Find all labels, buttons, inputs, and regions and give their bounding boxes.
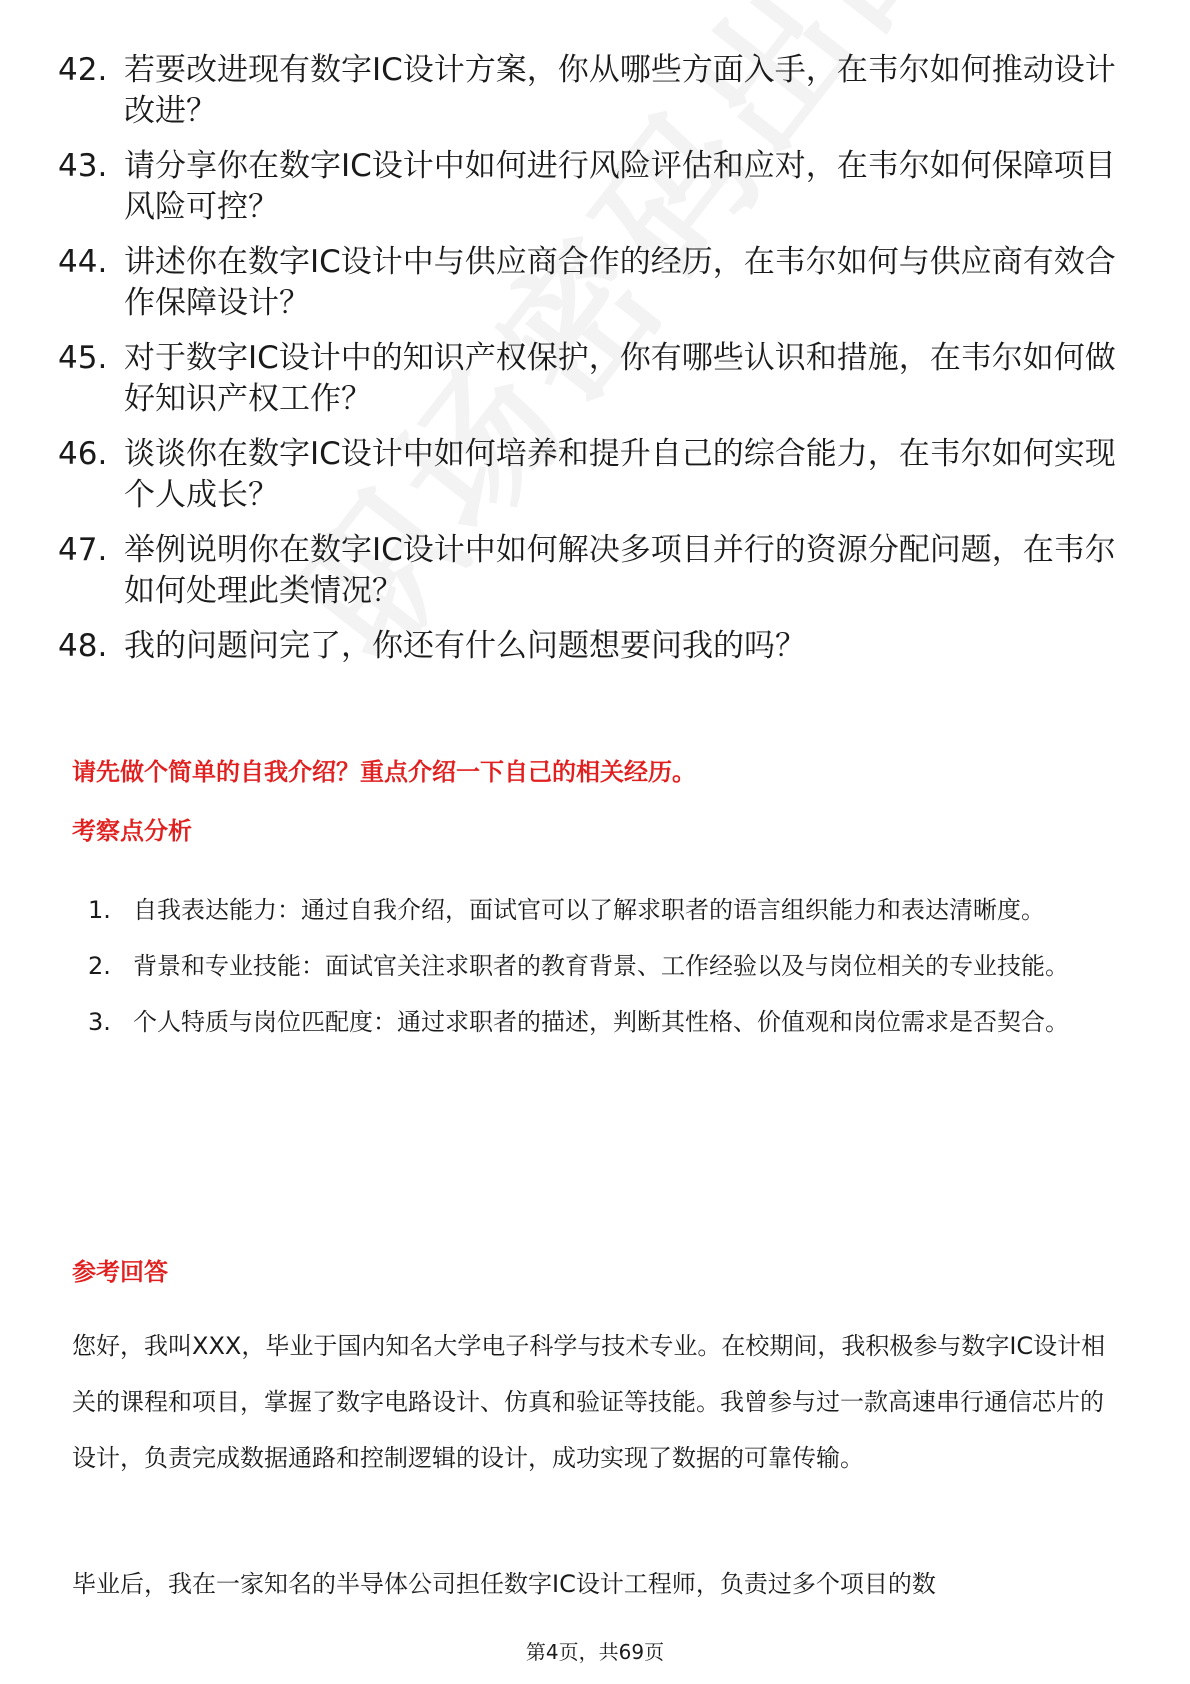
answer-paragraph: 您好，我叫XXX，毕业于国内知名大学电子科学与技术专业。在校期间，我积极参与数字IC设计相关的课程和项目，掌握了数字电路设计、仿真和验证等技能。我曾参与过一款高速串行通信芯片的设计，负责完成数据通路和控制逻辑的设计，成功实现了数据的可靠传输。 [72, 1332, 1106, 1472]
question-number: 47. [58, 532, 108, 568]
question-text: 我的问题问完了，你还有什么问题想要问我的吗？ [124, 628, 806, 664]
question-item [58, 146, 1138, 228]
question-number: 46. [58, 436, 108, 472]
question-item [58, 626, 1138, 667]
question-text: 对于数字IC设计中的知识产权保护，你有哪些认识和措施，在韦尔如何做好知识产权工作？ [124, 340, 1116, 417]
question-text: 若要改进现有数字IC设计方案，你从哪些方面入手，在韦尔如何推动设计改进？ [124, 52, 1116, 129]
question-item [58, 338, 1138, 420]
question-number: 45. [58, 340, 108, 376]
question-item [58, 242, 1138, 324]
question-title: 请先做个简单的自我介绍？重点介绍一下自己的相关经历。 [72, 758, 696, 786]
question-number: 43. [58, 148, 108, 184]
point-number: 3. [88, 1008, 111, 1036]
question-item [58, 50, 1138, 132]
point-number: 2. [88, 952, 111, 980]
question-text: 谈谈你在数字IC设计中如何培养和提升自己的综合能力，在韦尔如何实现个人成长？ [124, 436, 1116, 513]
question-item [58, 530, 1138, 612]
analysis-point-list [80, 882, 1120, 1050]
analysis-point [80, 938, 1120, 994]
question-number: 42. [58, 52, 108, 88]
answer-paragraph: 毕业后，我在一家知名的半导体公司担任数字IC设计工程师，负责过多个项目的数 [72, 1570, 936, 1598]
question-text: 举例说明你在数字IC设计中如何解决多项目并行的资源分配问题，在韦尔如何处理此类情况？ [124, 532, 1116, 609]
analysis-heading: 考察点分析 [72, 817, 192, 845]
question-number: 48. [58, 628, 108, 664]
question-number: 44. [58, 244, 108, 280]
analysis-point [80, 882, 1120, 938]
analysis-point [80, 994, 1120, 1050]
question-item [58, 434, 1138, 516]
page-footer: 第4页，共69页 [525, 1640, 665, 1664]
answer-heading: 参考回答 [72, 1258, 168, 1286]
question-list [58, 50, 1138, 681]
point-text: 个人特质与岗位匹配度：通过求职者的描述，判断其性格、价值观和岗位需求是否契合。 [133, 1008, 1069, 1036]
question-text: 讲述你在数字IC设计中与供应商合作的经历，在韦尔如何与供应商有效合作保障设计？ [124, 244, 1116, 321]
point-text: 背景和专业技能：面试官关注求职者的教育背景、工作经验以及与岗位相关的专业技能。 [133, 952, 1069, 980]
point-text: 自我表达能力：通过自我介绍，面试官可以了解求职者的语言组织能力和表达清晰度。 [133, 896, 1045, 924]
point-number: 1. [88, 896, 111, 924]
question-text: 请分享你在数字IC设计中如何进行风险评估和应对，在韦尔如何保障项目风险可控？ [124, 148, 1116, 225]
